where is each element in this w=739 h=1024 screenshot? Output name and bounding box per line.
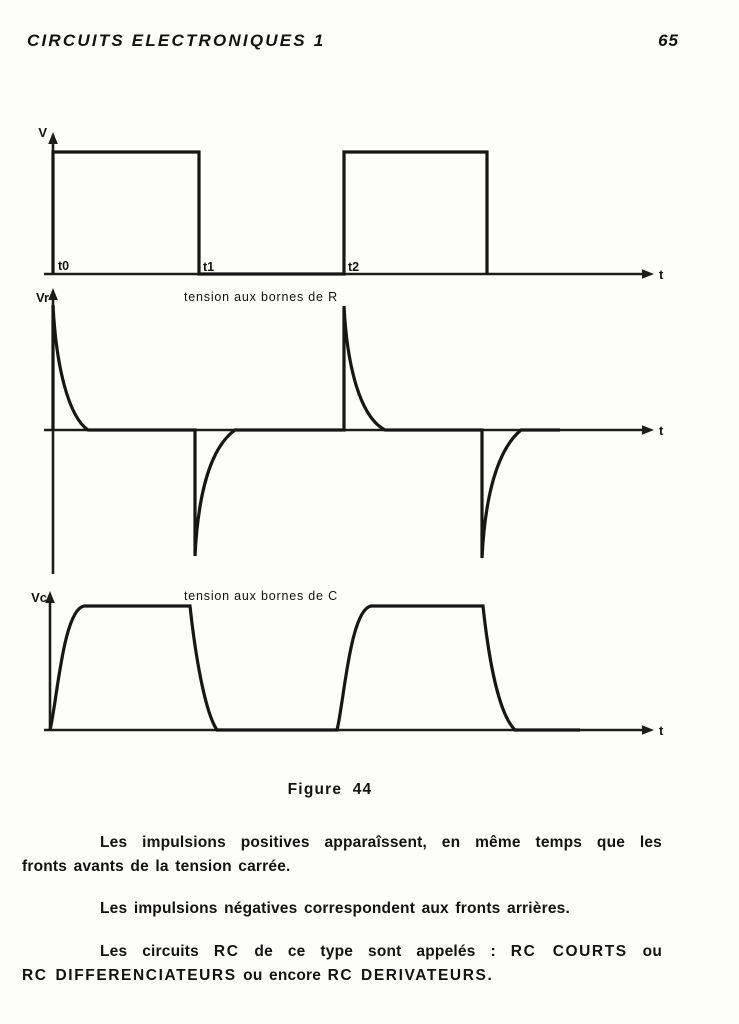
paragraph-negative-pulses (22, 897, 662, 921)
vr-axis-arrow-icon (48, 288, 58, 300)
capacitor-wave-title: tension aux bornes de C (184, 589, 338, 603)
running-header (27, 31, 679, 51)
t-axis-label: t (659, 423, 664, 438)
text-run: de ce type sont appelés : (239, 943, 511, 960)
square-wave-path (53, 152, 487, 274)
time-axis-arrow-icon (642, 269, 654, 279)
paragraph-line: fronts avants de la tension carrée. (22, 858, 291, 875)
page-number: 65 (658, 31, 679, 50)
tick-t2: t2 (348, 260, 360, 274)
body-text (22, 831, 662, 988)
v-axis-label: V (38, 125, 47, 140)
term-rc: RC (213, 943, 240, 960)
paragraph-line (22, 940, 662, 964)
vc-wave-path (50, 606, 580, 730)
book-title: CIRCUITS ELECTRONIQUES 1 (27, 31, 326, 50)
tick-t0: t0 (58, 259, 70, 273)
capacitor-voltage-diagram (31, 589, 664, 738)
time-axis-arrow-icon (642, 725, 654, 735)
t-axis-label: t (659, 267, 664, 282)
resistor-wave-title: tension aux bornes de R (184, 290, 338, 304)
tick-t1: t1 (203, 260, 215, 274)
paragraph-positive-pulses (22, 831, 662, 879)
text-run: ou (627, 943, 663, 960)
text-run: ou encore (236, 967, 328, 984)
resistor-voltage-diagram (36, 288, 664, 574)
t-axis-label: t (659, 723, 664, 738)
term-rc-courts: RC COURTS (510, 943, 628, 960)
paragraph-rc-names (22, 940, 662, 988)
paragraph-line (22, 964, 662, 988)
paragraph-line: Les impulsions négatives correspondent aux fronts arrières. (100, 900, 570, 917)
input-voltage-diagram (38, 125, 664, 282)
term-rc-differenciateurs: RC DIFFERENCIATEURS (22, 967, 237, 984)
term-rc-derivateurs: RC DERIVATEURS. (327, 967, 494, 984)
paragraph-line: Les impulsions positives apparaîssent, en même temps que les (100, 834, 662, 851)
figure-44-waveforms (0, 95, 739, 775)
vr-wave-path (53, 305, 560, 558)
figure-caption: Figure 44 (287, 781, 373, 798)
time-axis-arrow-icon (642, 425, 654, 435)
vr-axis-label: Vr (35, 290, 49, 305)
vc-axis-label: Vc (31, 590, 47, 605)
voltage-axis-arrow-icon (48, 132, 58, 144)
text-run: Les circuits (100, 943, 214, 960)
